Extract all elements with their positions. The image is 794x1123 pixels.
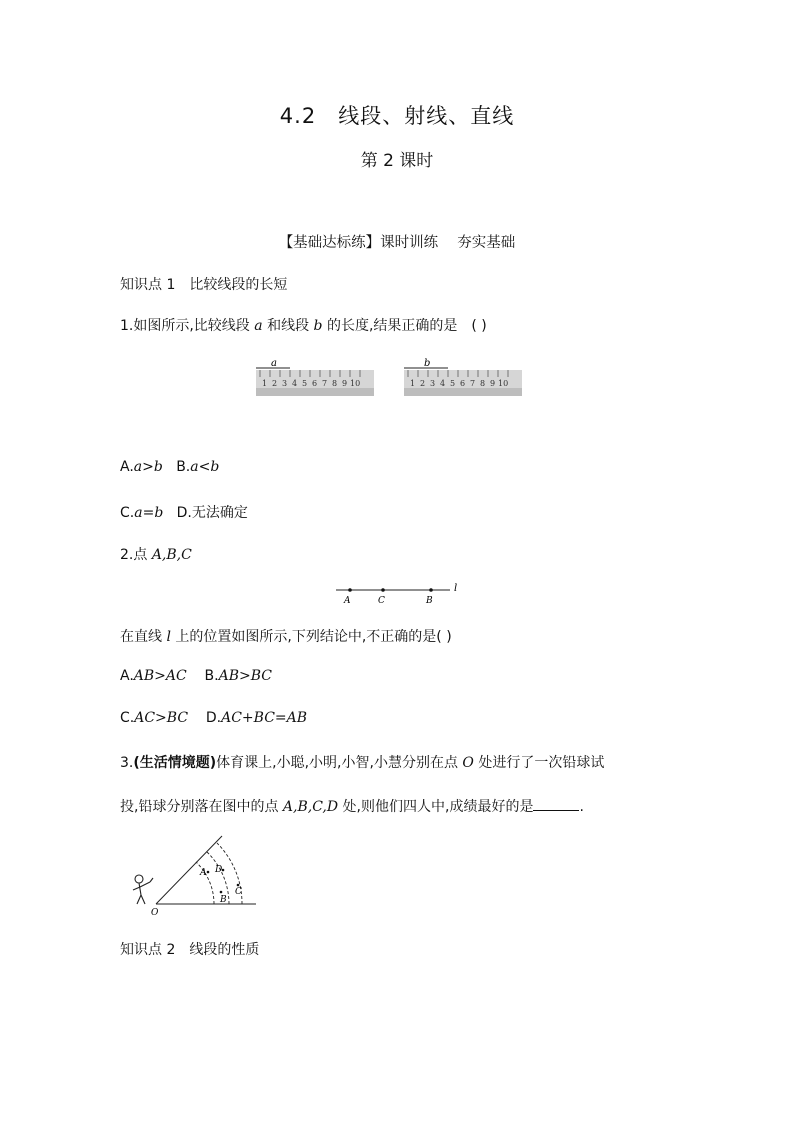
ruler-b-tick-6: 6 (460, 379, 466, 388)
fig-label-c: C (235, 887, 242, 897)
fig-label-a: A (200, 868, 207, 878)
ruler-a-tick-2: 2 (272, 379, 278, 388)
ruler-b-tick-8: 8 (480, 379, 486, 388)
q2-options-cd: C.AC>BC D.AC+BC=AB (120, 710, 308, 726)
question-1-stem: 1.如图所示,比较线段 a 和线段 b 的长度,结果正确的是 ( ) (120, 318, 487, 334)
ruler-b-tick-4: 4 (440, 379, 446, 388)
ruler-a-tick-3: 3 (282, 379, 288, 388)
knowledge-point-1: 知识点 1 比较线段的长短 (120, 277, 288, 293)
ruler-b-tick-10: 10 (498, 379, 509, 388)
page-subtitle: 第 2 课时 (360, 151, 434, 171)
question-2-stem: 2.点 A,B,C (120, 547, 192, 563)
section-heading: 【基础达标练】课时训练 夯实基础 (278, 235, 516, 251)
ruler-a-tick-7: 7 (322, 379, 328, 388)
ruler-b-tick-1: 1 (410, 379, 416, 388)
point-label-b: B (426, 596, 433, 606)
question-3-line-2: 投,铅球分别落在图中的点 A,B,C,D 处,则他们四人中,成绩最好的是 . (120, 799, 584, 815)
question-2-text: 在直线 l 上的位置如图所示,下列结论中,不正确的是( ) (120, 629, 452, 645)
ruler-a-tick-9: 9 (342, 379, 348, 388)
ruler-b-tick-9: 9 (490, 379, 496, 388)
shot-put-figure (126, 832, 266, 922)
page-title: 4.2 线段、射线、直线 (279, 104, 515, 128)
q1-options-ab: A.a>b B.a<b (120, 459, 220, 475)
knowledge-point-2: 知识点 2 线段的性质 (120, 942, 260, 958)
point-label-c: C (378, 596, 385, 606)
line-figure (330, 578, 470, 608)
ruler-a-tick-4: 4 (292, 379, 298, 388)
ruler-figure-b (402, 356, 526, 398)
fig-label-o: O (151, 908, 159, 918)
ruler-a-tick-1: 1 (262, 379, 268, 388)
point-label-a: A (344, 596, 351, 606)
ruler-b-tick-5: 5 (450, 379, 456, 388)
q1-options-cd: C.a=b D.无法确定 (120, 505, 248, 521)
q2-options-ab: A.AB>AC B.AB>BC (120, 668, 272, 684)
ruler-a-label: a (271, 358, 277, 369)
ruler-b-tick-3: 3 (430, 379, 436, 388)
ruler-a-tick-10: 10 (350, 379, 361, 388)
ruler-figure-a (254, 356, 378, 398)
ruler-a-tick-8: 8 (332, 379, 338, 388)
answer-blank[interactable] (533, 798, 579, 811)
ruler-b-tick-2: 2 (420, 379, 426, 388)
ruler-b-label: b (424, 358, 431, 369)
fig-label-d: D (215, 865, 223, 875)
ruler-a-tick-6: 6 (312, 379, 318, 388)
fig-label-b: B (220, 895, 227, 905)
question-3-line-1: 3.(生活情境题)体育课上,小聪,小明,小智,小慧分别在点 O 处进行了一次铅球试 (120, 755, 605, 771)
ruler-b-tick-7: 7 (470, 379, 476, 388)
ruler-a-tick-5: 5 (302, 379, 308, 388)
line-label-l: l (454, 583, 458, 594)
